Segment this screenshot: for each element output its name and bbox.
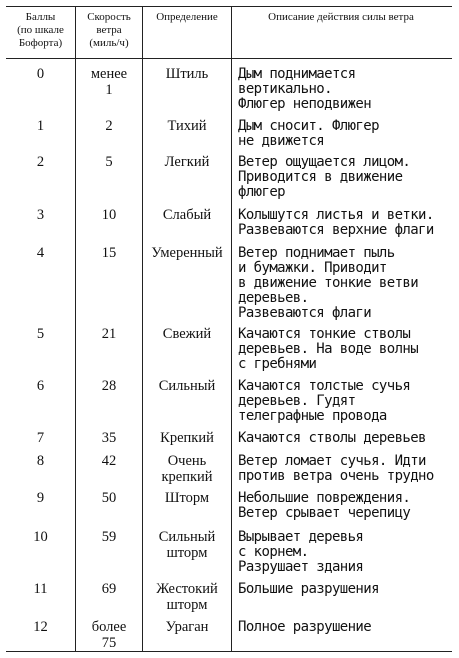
speed-cell <box>76 378 142 394</box>
header-speed-line: Скорость <box>87 11 131 23</box>
description-cell <box>238 246 450 321</box>
wind-name-cell-line: Сильный <box>158 529 216 545</box>
description-cell-line: и бумажки. Приводит <box>238 260 387 276</box>
description-cell-line: Ветер ощущается лицом. <box>238 154 411 170</box>
description-cell-line: в движение тонкие ветви <box>238 275 419 291</box>
wind-name-cell-line: Очень <box>167 453 207 469</box>
points-cell <box>6 245 75 261</box>
description-cell-line: Колышутся листья и ветки. <box>238 207 434 223</box>
description-cell <box>238 379 450 424</box>
wind-name-cell-line: Тихий <box>167 118 207 134</box>
table-top-border <box>6 6 452 7</box>
points-cell-line: 4 <box>36 245 45 261</box>
description-cell <box>238 67 450 112</box>
column-divider-3 <box>231 6 232 652</box>
description-cell <box>238 431 450 446</box>
description-cell-line: Флюгер неподвижен <box>238 96 372 112</box>
description-cell-line: деревьев. <box>238 290 309 306</box>
points-cell-line: 11 <box>33 581 48 597</box>
description-cell-line: деревьев. Гудят <box>238 393 356 409</box>
points-cell <box>6 378 75 394</box>
points-cell <box>6 154 75 170</box>
header-speed-line: ветра <box>96 24 122 36</box>
wind-name-cell <box>143 326 231 342</box>
header-speed-line: (миль/ч) <box>89 37 129 49</box>
speed-cell-line: 69 <box>101 581 117 597</box>
points-cell <box>6 326 75 342</box>
wind-name-cell <box>143 453 231 485</box>
description-cell <box>238 454 450 484</box>
description-cell-line: Разрушает здания <box>238 559 364 575</box>
points-cell <box>6 581 75 597</box>
wind-name-cell-line: Крепкий <box>160 430 214 446</box>
description-cell-line: Дым поднимается <box>238 66 356 82</box>
wind-name-cell <box>143 619 231 635</box>
header-bottom-border <box>6 58 452 59</box>
wind-name-cell <box>143 529 231 561</box>
header-points-line: (по шкале <box>17 24 64 36</box>
wind-name-cell-line: Легкий <box>164 154 210 170</box>
speed-cell <box>76 66 142 98</box>
description-cell-line: с гребнями <box>238 356 317 372</box>
speed-cell-line: менее <box>90 66 128 82</box>
speed-cell <box>76 453 142 469</box>
speed-cell-line: 5 <box>105 154 113 170</box>
speed-cell <box>76 118 142 134</box>
description-cell-line: Качаются стволы деревьев <box>238 430 426 446</box>
points-cell-line: 9 <box>36 490 45 506</box>
wind-name-cell-line: Сильный <box>158 378 216 394</box>
description-cell-line: Полное разрушение <box>238 619 372 635</box>
speed-cell-line: 75 <box>101 635 117 651</box>
description-cell-line: деревьев. На воде волны <box>238 341 419 357</box>
points-cell <box>6 619 75 635</box>
description-cell <box>238 119 450 149</box>
description-cell-line: вертикально. <box>238 81 332 97</box>
header-speed <box>76 11 142 50</box>
description-cell-line: против ветра очень трудно <box>238 468 434 484</box>
description-cell-line: Дым сносит. Флюгер <box>238 118 379 134</box>
speed-cell <box>76 154 142 170</box>
description-cell-line: Ветер поднимает пыль <box>238 245 395 261</box>
points-cell-line: 7 <box>36 430 45 446</box>
points-cell-line: 10 <box>33 529 48 545</box>
description-cell-line: Развеваются верхние флаги <box>238 222 434 238</box>
wind-name-cell <box>143 154 231 170</box>
wind-name-cell-line: Слабый <box>162 207 212 223</box>
speed-cell-line: 28 <box>101 378 117 394</box>
description-cell <box>238 582 450 597</box>
speed-cell-line: более <box>91 619 127 635</box>
wind-name-cell <box>143 207 231 223</box>
wind-name-cell <box>143 430 231 446</box>
table-bottom-border <box>6 651 452 652</box>
points-cell-line: 0 <box>36 66 45 82</box>
header-name-line: Определение <box>156 11 218 23</box>
header-description <box>232 11 450 24</box>
description-cell-line: Качаются тонкие стволы <box>238 326 411 342</box>
speed-cell-line: 10 <box>101 207 117 223</box>
description-cell-line: Ветер срывает черепицу <box>238 505 411 521</box>
header-name <box>143 11 231 24</box>
description-cell-line: Качаются толстые сучья <box>238 378 411 394</box>
header-description-line: Описание действия силы ветра <box>268 11 414 23</box>
wind-name-cell <box>143 66 231 82</box>
description-cell-line: не движется <box>238 133 325 149</box>
speed-cell-line: 2 <box>105 118 113 134</box>
description-cell <box>238 620 450 635</box>
points-cell <box>6 118 75 134</box>
speed-cell-line: 21 <box>101 326 117 342</box>
speed-cell-line: 15 <box>101 245 117 261</box>
points-cell <box>6 453 75 469</box>
speed-cell <box>76 581 142 597</box>
header-points <box>6 11 75 50</box>
wind-name-cell <box>143 581 231 613</box>
header-points-line: Баллы <box>25 11 56 23</box>
wind-name-cell-line: шторм <box>166 597 208 613</box>
speed-cell <box>76 245 142 261</box>
points-cell <box>6 207 75 223</box>
points-cell-line: 1 <box>36 118 45 134</box>
description-cell-line: Вырывает деревья <box>238 529 364 545</box>
points-cell-line: 3 <box>36 207 45 223</box>
speed-cell <box>76 430 142 446</box>
wind-name-cell <box>143 245 231 261</box>
description-cell-line: телеграфные провода <box>238 408 387 424</box>
points-cell-line: 12 <box>33 619 48 635</box>
points-cell-line: 6 <box>36 378 45 394</box>
description-cell <box>238 208 450 238</box>
speed-cell-line: 42 <box>101 453 117 469</box>
points-cell-line: 5 <box>36 326 45 342</box>
speed-cell-line: 35 <box>101 430 117 446</box>
speed-cell <box>76 490 142 506</box>
speed-cell <box>76 619 142 651</box>
header-points-line: Бофорта) <box>18 37 63 49</box>
points-cell-line: 2 <box>36 154 45 170</box>
wind-name-cell-line: Штиль <box>165 66 209 82</box>
wind-name-cell-line: крепкий <box>161 469 213 485</box>
description-cell-line: Ветер ломает сучья. Идти <box>238 453 426 469</box>
points-cell <box>6 529 75 545</box>
wind-name-cell-line: Ураган <box>165 619 209 635</box>
wind-name-cell <box>143 378 231 394</box>
speed-cell <box>76 207 142 223</box>
points-cell <box>6 430 75 446</box>
wind-name-cell <box>143 118 231 134</box>
speed-cell-line: 1 <box>105 82 113 98</box>
description-cell-line: Небольшие повреждения. <box>238 490 411 506</box>
description-cell-line: флюгер <box>238 184 285 200</box>
description-cell <box>238 530 450 575</box>
description-cell <box>238 491 450 521</box>
speed-cell-line: 50 <box>101 490 117 506</box>
wind-name-cell-line: Жестокий <box>156 581 218 597</box>
speed-cell <box>76 326 142 342</box>
description-cell-line: с корнем. <box>238 544 309 560</box>
description-cell-line: Большие разрушения <box>238 581 379 597</box>
wind-name-cell-line: шторм <box>166 545 208 561</box>
speed-cell <box>76 529 142 545</box>
wind-name-cell-line: Свежий <box>162 326 212 342</box>
description-cell <box>238 155 450 200</box>
speed-cell-line: 59 <box>101 529 117 545</box>
description-cell-line: Приводится в движение <box>238 169 403 185</box>
points-cell <box>6 66 75 82</box>
wind-name-cell-line: Умеренный <box>151 245 223 261</box>
description-cell-line: Развеваются флаги <box>238 305 372 321</box>
description-cell <box>238 327 450 372</box>
points-cell <box>6 490 75 506</box>
wind-name-cell-line: Шторм <box>164 490 210 506</box>
wind-name-cell <box>143 490 231 506</box>
points-cell-line: 8 <box>36 453 45 469</box>
